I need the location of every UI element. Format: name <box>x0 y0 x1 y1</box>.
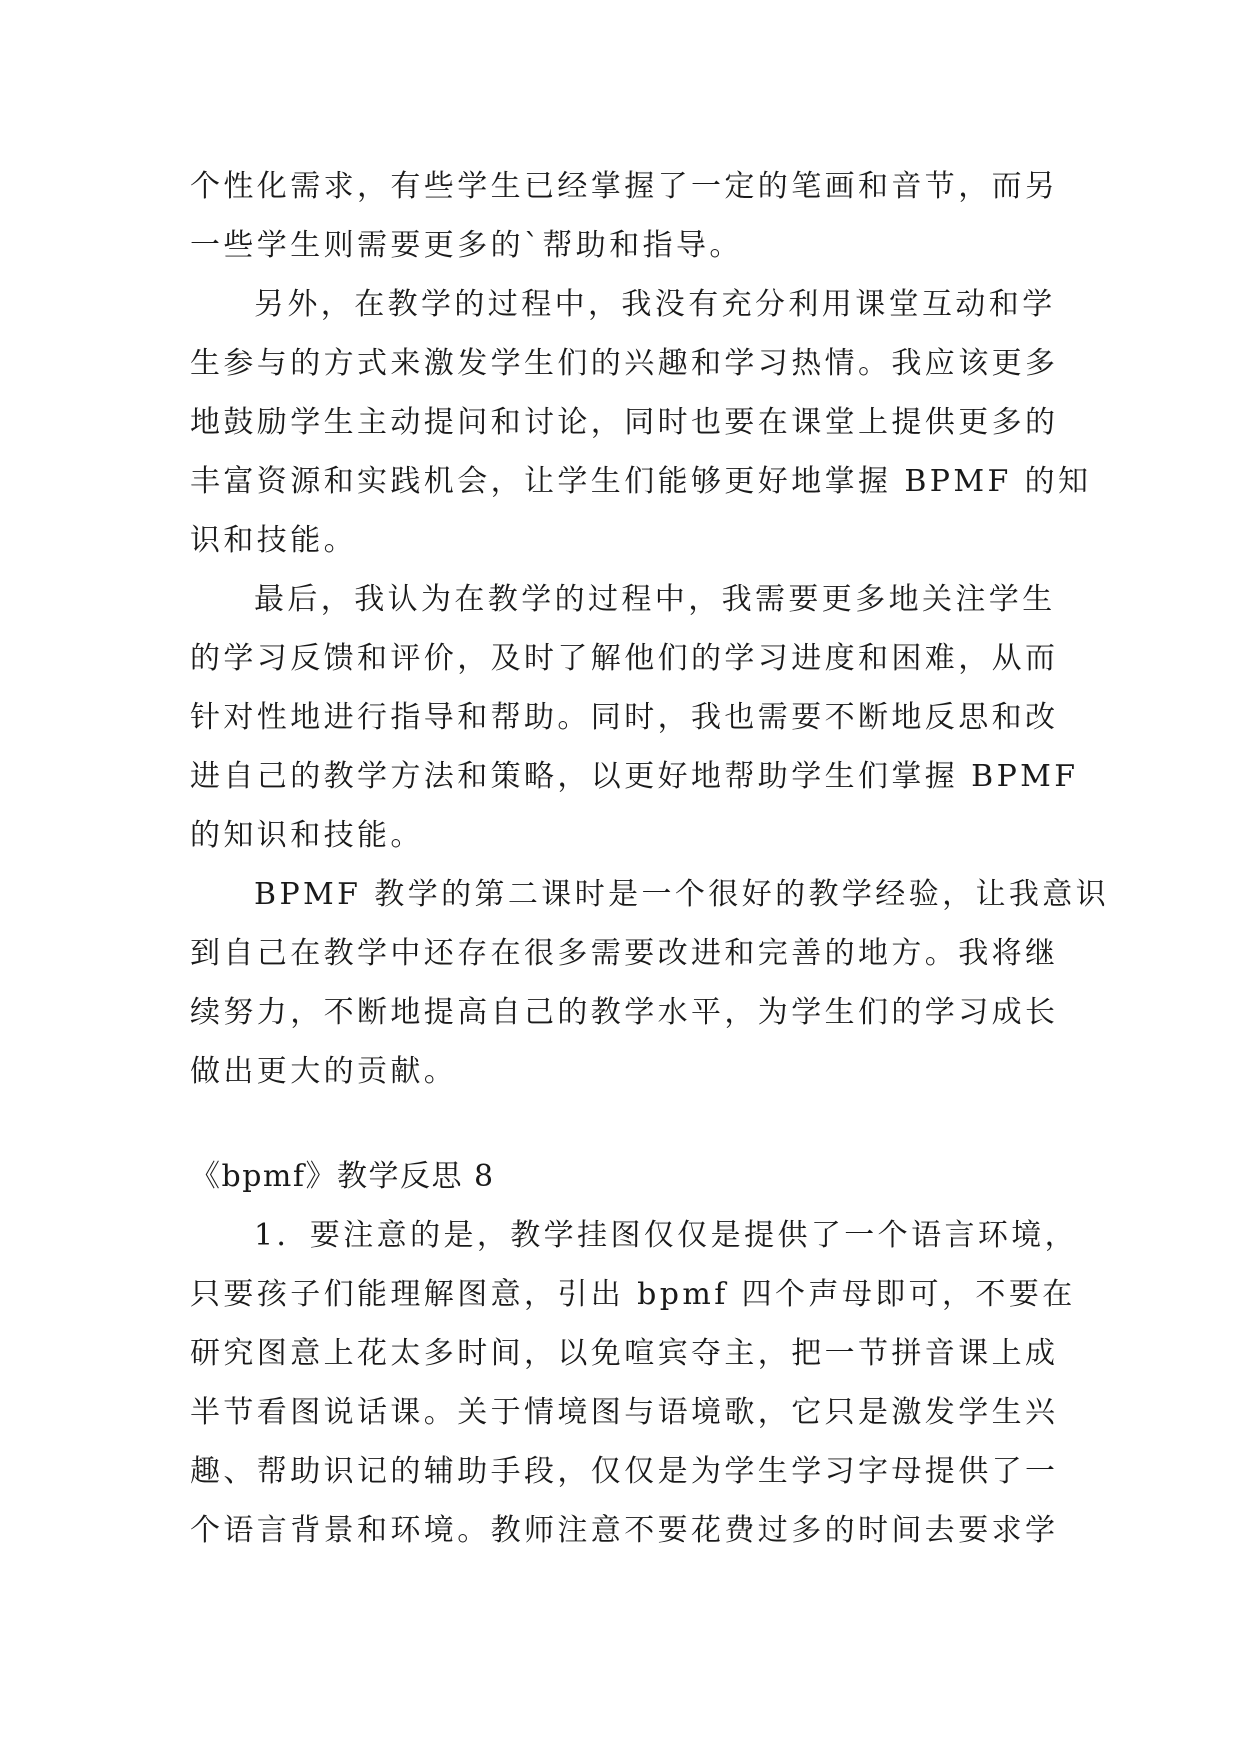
text-line: 个性化需求，有些学生已经掌握了一定的笔画和音节，而另 <box>190 169 1059 204</box>
body-text-section8 <box>190 1206 1079 1560</box>
text-line: 的知识和技能。 <box>190 818 424 853</box>
section-heading: 《bpmf》教学反思 8 <box>190 1159 495 1194</box>
text-line: 针对性地进行指导和帮助。同时，我也需要不断地反思和改 <box>190 700 1059 735</box>
text-line: 做出更大的贡献。 <box>190 1054 458 1089</box>
text-line: 研究图意上花太多时间，以免喧宾夺主，把一节拼音课上成 <box>190 1336 1059 1371</box>
text-line: 生参与的方式来激发学生们的兴趣和学习热情。我应该更多 <box>190 346 1059 381</box>
text-line: 趣、帮助识记的辅助手段，仅仅是为学生学习字母提供了一 <box>190 1454 1059 1489</box>
text-line: 识和技能。 <box>190 523 357 558</box>
paragraph-start-line: 另外，在教学的过程中，我没有充分利用课堂互动和学 <box>254 287 1056 322</box>
text-line: 地鼓励学生主动提问和讨论，同时也要在课堂上提供更多的 <box>190 405 1059 440</box>
paragraph-start-line: 1．要注意的是，教学挂图仅仅是提供了一个语言环境， <box>254 1218 1079 1253</box>
text-line: 的学习反馈和评价，及时了解他们的学习进度和困难，从而 <box>190 641 1059 676</box>
text-line: 续努力，不断地提高自己的教学水平，为学生们的学习成长 <box>190 995 1059 1030</box>
text-line: 半节看图说话课。关于情境图与语境歌，它只是激发学生兴 <box>190 1395 1059 1430</box>
text-line: 只要孩子们能理解图意，引出 bpmf 四个声母即可，不要在 <box>190 1277 1076 1312</box>
text-line: 到自己在教学中还存在很多需要改进和完善的地方。我将继 <box>190 936 1059 971</box>
text-line: 丰富资源和实践机会，让学生们能够更好地掌握 BPMF 的知 <box>190 464 1092 499</box>
text-line: 一些学生则需要更多的`帮助和指导。 <box>190 228 743 263</box>
paragraph-start-line: 最后，我认为在教学的过程中，我需要更多地关注学生 <box>254 582 1056 617</box>
text-line: 进自己的教学方法和策略，以更好地帮助学生们掌握 BPMF <box>190 759 1079 794</box>
text-line: 个语言背景和环境。教师注意不要花费过多的时间去要求学 <box>190 1513 1059 1548</box>
body-text-part1 <box>190 157 1110 1101</box>
paragraph-start-line: BPMF 教学的第二课时是一个很好的教学经验，让我意识 <box>254 877 1110 912</box>
